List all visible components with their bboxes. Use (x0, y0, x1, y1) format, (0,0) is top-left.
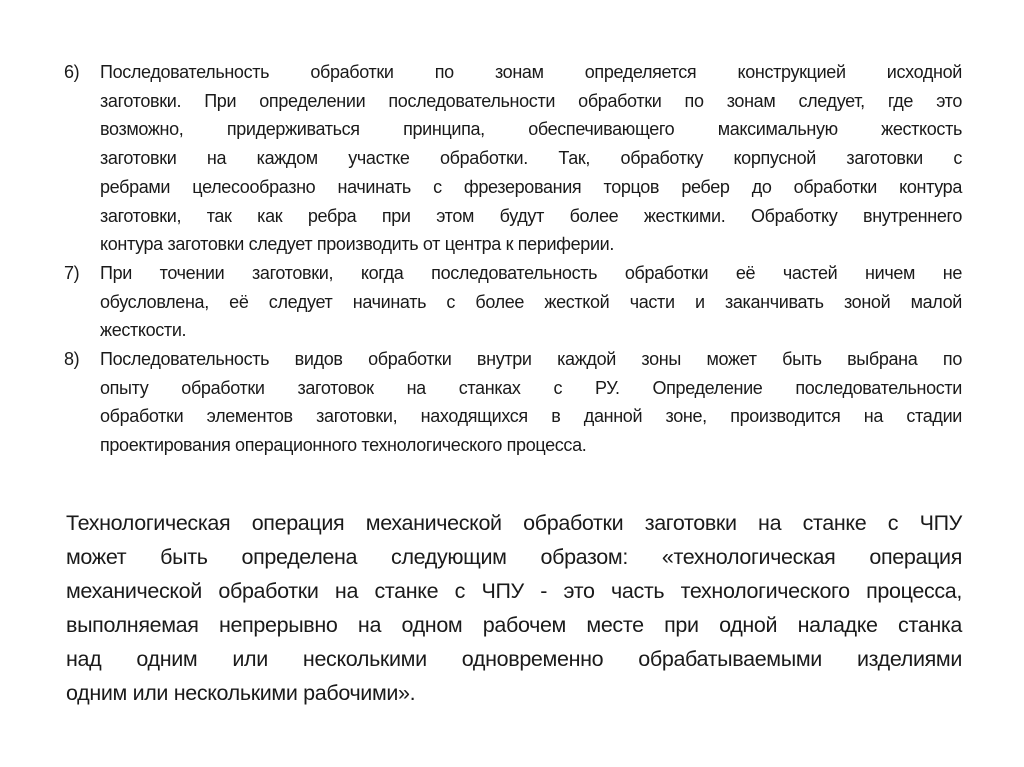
text-line: обусловлена, её следует начинать с более жесткой части и заканчивать зоной малой (100, 291, 962, 312)
text-line: выполняемая непрерывно на одном рабочем месте при одной наладке станка (66, 613, 962, 637)
text-line: заготовки на каждом участке обработки. Так, обработку корпусной заготовки с (100, 148, 962, 169)
text-line: ребрами целесообразно начинать с фрезерования торцов ребер до обработки контура (100, 176, 962, 197)
text-line: одним или несколькими рабочими». (66, 681, 416, 705)
text-line: обработки элементов заготовки, находящихся в данной зоне, производится на стадии (100, 406, 962, 427)
text-line: контура заготовки следует производить от центра к периферии. (100, 234, 615, 255)
list-item-8 (64, 345, 962, 460)
definition-paragraph (66, 506, 962, 710)
text-line: Последовательность видов обработки внутри каждой зоны может быть выбрана по (100, 349, 962, 370)
list-item-7 (64, 259, 962, 345)
text-line: механической обработки на станке с ЧПУ - это часть технологического процесса, (66, 579, 962, 603)
list-number: 6) (64, 62, 80, 82)
list-number: 7) (64, 262, 80, 283)
text-line: над одним или несколькими одновременно обрабатываемыми изделиями (66, 647, 962, 671)
list-item-6 (64, 58, 962, 259)
text-line: жесткости. (100, 320, 187, 341)
text-line: опыту обработки заготовок на станках с РУ. Определение последовательности (100, 377, 962, 398)
text-line: проектирования операционного технологического процесса. (100, 435, 587, 456)
text-line: может быть определена следующим образом: «технологическая операция (66, 545, 962, 569)
text-line: заготовки, так как ребра при этом будут более жесткими. Обработку внутреннего (100, 205, 962, 226)
text-line: Технологическая операция механической обработки заготовки на станке с ЧПУ (66, 511, 962, 535)
list-number: 8) (64, 349, 80, 370)
text-line: заготовки. При определении последовательности обработки по зонам следует, где это (100, 90, 962, 111)
text-line: возможно, придерживаться принципа, обеспечивающего максимальную жесткость (100, 119, 962, 140)
numbered-list (64, 58, 962, 460)
text-line: Последовательность обработки по зонам определяется конструкцией исходной (100, 62, 962, 82)
text-line: При точении заготовки, когда последовательность обработки её частей ничем не (100, 262, 962, 283)
